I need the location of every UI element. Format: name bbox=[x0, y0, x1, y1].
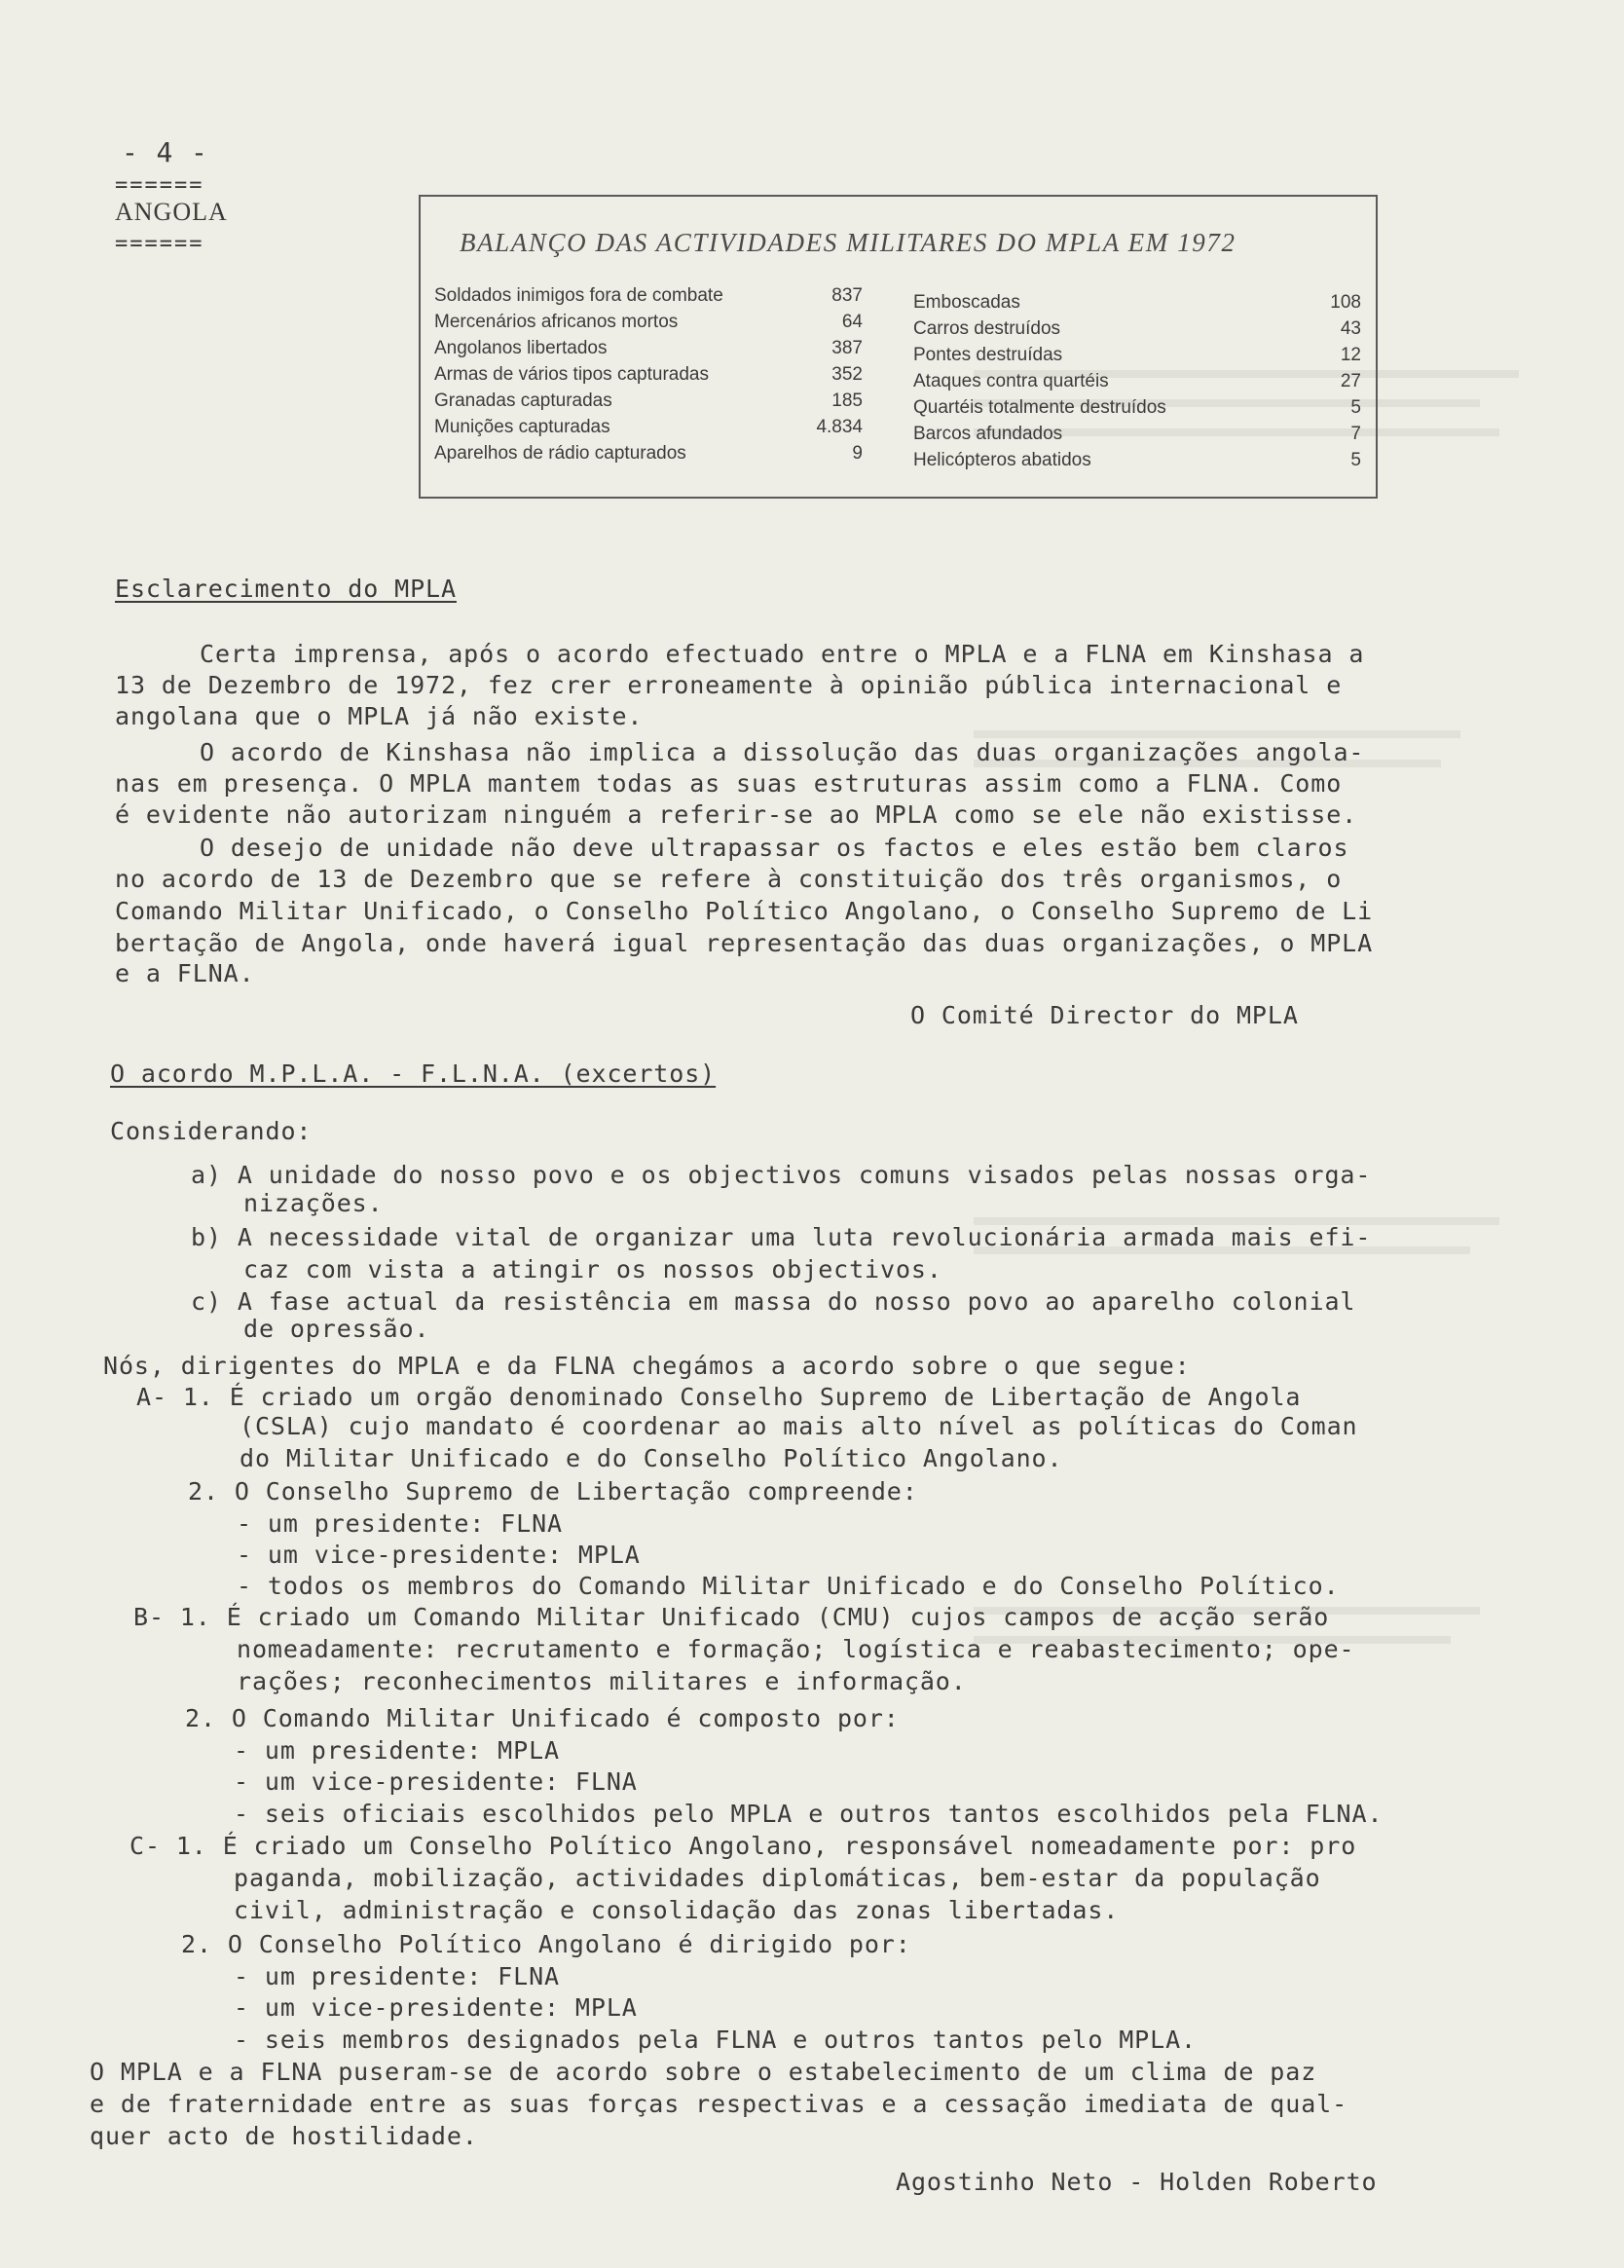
balance-label: Emboscadas bbox=[913, 291, 1020, 313]
balance-row bbox=[434, 282, 863, 309]
text-line: - um vice-presidente: MPLA bbox=[237, 1541, 641, 1569]
balance-value: 108 bbox=[1330, 291, 1361, 313]
text-line: e a FLNA. bbox=[115, 959, 255, 987]
balance-value: 7 bbox=[1350, 423, 1361, 444]
text-line: Comando Militar Unificado, o Conselho Político Angolano, o Conselho Supremo de Li bbox=[115, 897, 1374, 925]
text-line: paganda, mobilização, actividades diplomáticas, bem-estar da população bbox=[234, 1864, 1321, 1892]
balance-row bbox=[913, 368, 1361, 394]
text-line: rações; reconhecimentos militares e informação. bbox=[237, 1667, 967, 1695]
text-line: Nós, dirigentes do MPLA e da FLNA chegámos a acordo sobre o que segue: bbox=[103, 1352, 1191, 1380]
text-line: Certa imprensa, após o acordo efectuado entre o MPLA e a FLNA em Kinshasa a bbox=[200, 640, 1365, 668]
balance-value: 185 bbox=[831, 390, 863, 411]
balance-value: 12 bbox=[1340, 344, 1361, 365]
clarification-heading: Esclarecimento do MPLA bbox=[115, 575, 457, 603]
balance-row bbox=[913, 447, 1361, 473]
text-line: B- 1. É criado um Comando Militar Unificado (CMU) cujos campos de acção serão bbox=[133, 1603, 1330, 1631]
text-line: A- 1. É criado um orgão denominado Conselho Supremo de Libertação de Angola bbox=[136, 1383, 1302, 1411]
text-line: - seis oficiais escolhidos pelo MPLA e outros tantos escolhidos pela FLNA. bbox=[234, 1800, 1384, 1828]
page-number: - 4 - bbox=[122, 136, 208, 168]
text-line: é evidente não autorizam ninguém a referir-se ao MPLA como se ele não existisse. bbox=[115, 800, 1358, 829]
text-line: b) A necessidade vital de organizar uma luta revolucionária armada mais efi- bbox=[191, 1223, 1372, 1251]
balance-value: 64 bbox=[841, 311, 863, 332]
balance-value: 837 bbox=[831, 284, 863, 306]
text-line: Considerando: bbox=[110, 1117, 313, 1145]
balance-row bbox=[434, 335, 863, 361]
balance-row bbox=[434, 309, 863, 335]
text-line: quer acto de hostilidade. bbox=[90, 2122, 478, 2150]
text-line: - um vice-presidente: MPLA bbox=[234, 1993, 638, 2022]
balance-value: 387 bbox=[831, 337, 863, 358]
balance-label: Helicópteros abatidos bbox=[913, 449, 1091, 470]
balance-label: Aparelhos de rádio capturados bbox=[434, 442, 686, 464]
clarification-signature: O Comité Director do MPLA bbox=[910, 1001, 1299, 1029]
header-rule-bottom: ====== bbox=[115, 232, 204, 256]
text-line: civil, administração e consolidação das zonas libertadas. bbox=[234, 1896, 1120, 1924]
balance-row bbox=[913, 342, 1361, 368]
agreement-signatures: Agostinho Neto - Holden Roberto bbox=[896, 2168, 1378, 2196]
balance-row bbox=[913, 421, 1361, 447]
text-line: 2. O Conselho Político Angolano é dirigido por: bbox=[181, 1930, 911, 1958]
balance-row bbox=[913, 316, 1361, 342]
agreement-heading: O acordo M.P.L.A. - F.L.N.A. (excertos) bbox=[110, 1060, 717, 1088]
balance-value: 4.834 bbox=[816, 416, 863, 437]
text-line: - um presidente: MPLA bbox=[234, 1736, 560, 1765]
balance-row bbox=[913, 289, 1361, 316]
balance-label: Munições capturadas bbox=[434, 416, 610, 437]
text-line: e de fraternidade entre as suas forças respectivas e a cessação imediata de qual- bbox=[90, 2090, 1348, 2118]
balance-label: Mercenários africanos mortos bbox=[434, 311, 679, 332]
text-line: O MPLA e a FLNA puseram-se de acordo sobre o estabelecimento de um clima de paz bbox=[90, 2058, 1317, 2086]
balance-label: Quartéis totalmente destruídos bbox=[913, 396, 1166, 418]
balance-row bbox=[434, 440, 863, 466]
text-line: nizações. bbox=[243, 1189, 384, 1217]
balance-row bbox=[434, 414, 863, 440]
text-line: angolana que o MPLA já não existe. bbox=[115, 702, 644, 730]
text-line: bertação de Angola, onde haverá igual representação das duas organizações, o MPLA bbox=[115, 929, 1374, 957]
text-line: - um presidente: FLNA bbox=[234, 1962, 560, 1990]
text-line: - seis membros designados pela FLNA e outros tantos pelo MPLA. bbox=[234, 2026, 1197, 2054]
text-line: de opressão. bbox=[243, 1315, 430, 1343]
header-rule-top: ====== bbox=[115, 173, 204, 198]
text-line: - um vice-presidente: FLNA bbox=[234, 1767, 638, 1796]
balance-value: 5 bbox=[1350, 396, 1361, 418]
balance-label: Armas de vários tipos capturadas bbox=[434, 363, 709, 385]
text-line: caz com vista a atingir os nossos objectivos. bbox=[243, 1255, 942, 1283]
balance-row bbox=[434, 361, 863, 388]
text-line: (CSLA) cujo mandato é coordenar ao mais alto nível as políticas do Coman bbox=[240, 1412, 1358, 1440]
text-line: nas em presença. O MPLA mantem todas as suas estruturas assim como a FLNA. Como bbox=[115, 769, 1343, 798]
balance-label: Ataques contra quartéis bbox=[913, 370, 1109, 391]
balance-value: 27 bbox=[1340, 370, 1361, 391]
balance-value: 5 bbox=[1350, 449, 1361, 470]
text-line: 2. O Conselho Supremo de Libertação compreende: bbox=[188, 1477, 918, 1506]
text-line: 13 de Dezembro de 1972, fez crer erroneamente à opinião pública internacional e bbox=[115, 671, 1343, 699]
text-line: - todos os membros do Comando Militar Unificado e do Conselho Político. bbox=[237, 1572, 1340, 1600]
balance-value: 43 bbox=[1340, 317, 1361, 339]
text-line: O desejo de unidade não deve ultrapassar os factos e eles estão bem claros bbox=[200, 834, 1349, 862]
balance-label: Barcos afundados bbox=[913, 423, 1063, 444]
balance-label: Pontes destruídas bbox=[913, 344, 1063, 365]
text-line: O acordo de Kinshasa não implica a dissolução das duas organizações angola- bbox=[200, 738, 1365, 766]
balance-row bbox=[434, 388, 863, 414]
text-line: c) A fase actual da resistência em massa do nosso povo ao aparelho colonial bbox=[191, 1287, 1356, 1316]
bleed-through-texture bbox=[974, 341, 1558, 2094]
text-line: nomeadamente: recrutamento e formação; logística e reabastecimento; ope- bbox=[237, 1635, 1355, 1663]
text-line: - um presidente: FLNA bbox=[237, 1509, 563, 1538]
text-line: C- 1. É criado um Conselho Político Angolano, responsável nomeadamente por: pro bbox=[129, 1832, 1357, 1860]
text-line: a) A unidade do nosso povo e os objectivos comuns visados pelas nossas orga- bbox=[191, 1161, 1372, 1189]
text-line: no acordo de 13 de Dezembro que se refere à constituição dos três organismos, o bbox=[115, 865, 1343, 893]
balance-value: 352 bbox=[831, 363, 863, 385]
balance-label: Soldados inimigos fora de combate bbox=[434, 284, 723, 306]
balance-value: 9 bbox=[852, 442, 863, 464]
balance-title: BALANÇO DAS ACTIVIDADES MILITARES DO MPLA EM 1972 bbox=[460, 228, 1236, 257]
text-line: 2. O Comando Militar Unificado é composto por: bbox=[185, 1704, 900, 1732]
balance-label: Carros destruídos bbox=[913, 317, 1061, 339]
balance-row bbox=[913, 394, 1361, 421]
country-heading: ANGOLA bbox=[115, 198, 228, 226]
balance-label: Angolanos libertados bbox=[434, 337, 608, 358]
balance-label: Granadas capturadas bbox=[434, 390, 612, 411]
text-line: do Militar Unificado e do Conselho Político Angolano. bbox=[240, 1444, 1063, 1472]
military-balance-box bbox=[419, 195, 1378, 499]
